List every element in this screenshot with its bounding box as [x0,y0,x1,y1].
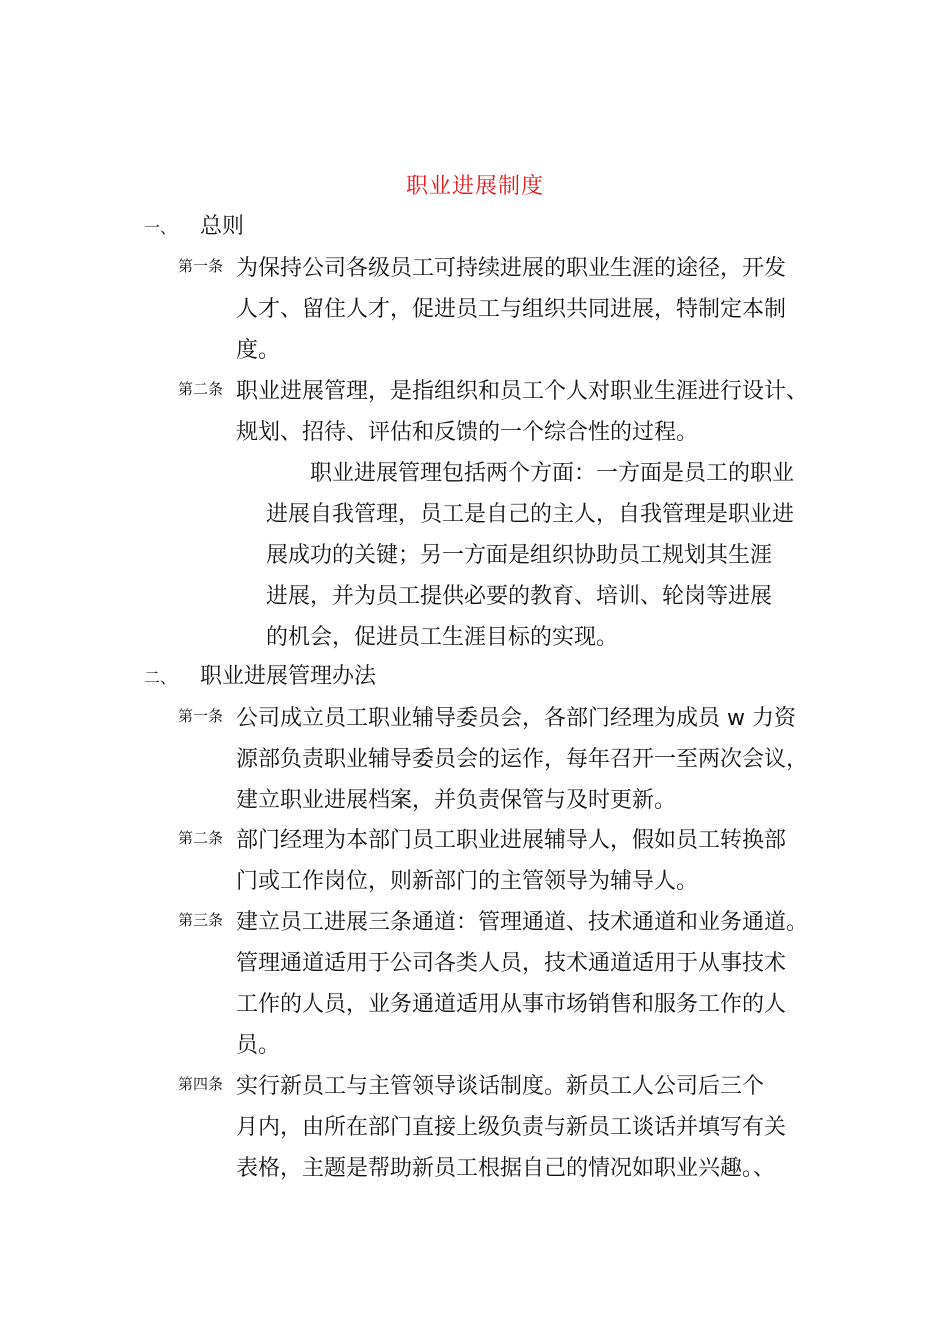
article-line: 员。 [236,1033,281,1058]
article-body [236,248,826,371]
article-2-3 [178,902,838,1066]
paragraph-line: 展成功的关键；另一方面是组织协助员工规划其生涯 [266,543,773,568]
article-line: 门或工作岗位，则新部门的主管领导为辅导人。 [236,869,699,894]
article-2-2 [178,820,838,902]
article-line: 建立员工进展三条通道：管理通道、技术通道和业务通道。 [236,910,809,935]
article-1-2 [178,371,838,453]
article-line: 管理通道适用于公司各类人员，技术通道适用于从事技术 [236,951,787,976]
article-1-1 [178,248,838,371]
article-line: 表格，主题是帮助新员工根据自己的情况如职业兴趣。、 [236,1156,776,1181]
article-line: 月内，由所在部门直接上级负责与新员工谈话并填写有关 [236,1115,787,1140]
article-label: 第二条 [178,380,224,398]
article-line: 度。 [236,338,281,363]
article-line: 公司成立员工职业辅导委员会，各部门经理为成员 w 力资 [236,706,796,731]
paragraph-line: 进展自我管理，员工是自己的主人，自我管理是职业进 [266,502,795,527]
article-line: 工作的人员，业务通道适用从事市场销售和服务工作的人 [236,992,787,1017]
article-line: 规划、招待、评估和反馈的一个综合性的过程。 [236,420,699,445]
article-label: 第四条 [178,1075,224,1093]
article-line: 实行新员工与主管领导谈话制度。新员工人公司后三个 [236,1074,765,1099]
article-label: 第三条 [178,911,224,929]
article-body [236,1066,826,1189]
article-label: 第二条 [178,829,224,847]
article-line: 源部负责职业辅导委员会的运作，每年召开一至两次会议， [236,747,809,772]
section-heading-general [144,212,244,243]
page-title: 职业进展制度 [405,174,544,199]
article-line: 为保持公司各级员工可持续进展的职业生涯的途径，开发 [236,256,787,281]
article-label: 第一条 [178,707,224,725]
article-line: 人才、留住人才，促进员工与组织共同进展，特制定本制 [236,297,787,322]
indented-paragraph [266,453,826,658]
paragraph-line: 进展，并为员工提供必要的教育、培训、轮岗等进展 [266,584,773,609]
article-body [236,698,826,821]
paragraph-line: 职业进展管理包括两个方面：一方面是员工的职业 [310,461,795,486]
article-body [236,902,826,1066]
article-line: 部门经理为本部门员工职业进展辅导人，假如员工转换部 [236,828,787,853]
section-number: 一、 [144,218,177,237]
article-2-4 [178,1066,838,1189]
article-line: 职业进展管理，是指组织和员工个人对职业生涯进行设计、 [236,379,809,404]
paragraph-line: 的机会，促进员工生涯目标的实现。 [266,625,619,650]
article-body [236,371,826,453]
article-line: 建立职业进展档案，并负责保管与及时更新。 [236,788,677,813]
section-title: 职业进展管理办法 [200,664,377,689]
section-number: 二、 [144,668,177,687]
article-body [236,820,826,902]
article-label: 第一条 [178,257,224,275]
section-heading-methods [144,662,376,693]
article-2-1 [178,698,838,821]
section-title: 总则 [200,214,245,239]
